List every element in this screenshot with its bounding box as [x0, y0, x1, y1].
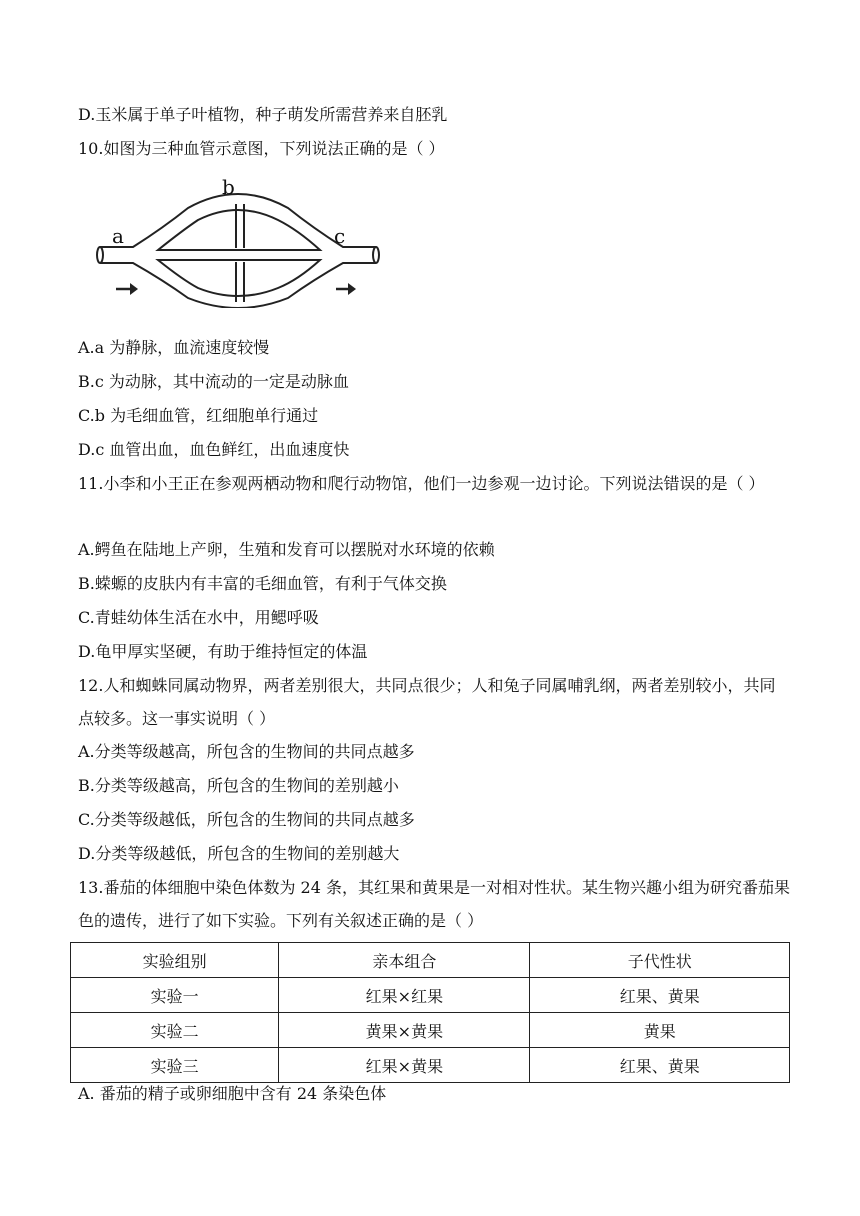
table-cell: 实验三 — [71, 1048, 279, 1083]
q10-option-c: C.b 为毛细血管，红细胞单行通过 — [78, 406, 319, 425]
vessel-inner-top — [158, 210, 320, 250]
q12-option-a: A.分类等级越高，所包含的生物间的共同点越多 — [78, 742, 415, 761]
q9-option-d: D.玉米属于单子叶植物，种子萌发所需营养来自胚乳 — [78, 105, 448, 124]
label-c: c — [334, 224, 346, 248]
q12-option-c: C.分类等级越低，所包含的生物间的共同点越多 — [78, 810, 415, 829]
q11-option-d: D.龟甲厚实坚硬，有助于维持恒定的体温 — [78, 642, 368, 661]
header-offspring: 子代性状 — [530, 943, 790, 978]
q11-option-c: C.青蛙幼体生活在水中，用鳃呼吸 — [78, 608, 319, 627]
header-parents: 亲本组合 — [279, 943, 530, 978]
vessel-inner-bottom — [158, 260, 320, 296]
table-row — [71, 1013, 790, 1048]
q11-stem: 11.小李和小王正在参观两栖动物和爬行动物馆，他们一边参观一边讨论。下列说法错误的是（ ） — [78, 474, 765, 493]
q11-option-b: B.蝾螈的皮肤内有丰富的毛细血管，有利于气体交换 — [78, 574, 447, 593]
table-cell: 红果×红果 — [279, 978, 530, 1013]
table-cell: 实验二 — [71, 1013, 279, 1048]
q13-option-a: A. 番茄的精子或卵细胞中含有 24 条染色体 — [78, 1084, 387, 1103]
table-header-row — [71, 943, 790, 978]
table-cell: 红果×黄果 — [279, 1048, 530, 1083]
q13-stem: 13.番茄的体细胞中染色体数为 24 条，其红果和黄果是一对相对性状。某生物兴趣小组为研究番茄果色的遗传，进行了如下实验。下列有关叙述正确的是（ ） — [78, 878, 790, 930]
q10-option-d: D.c 血管出血，血色鲜红，出血速度快 — [78, 440, 350, 459]
table-row — [71, 1048, 790, 1083]
q11-option-a: A.鳄鱼在陆地上产卵，生殖和发育可以摆脱对水环境的依赖 — [78, 540, 495, 559]
table-cell: 实验一 — [71, 978, 279, 1013]
q12-option-d: D.分类等级越低，所包含的生物间的差别越大 — [78, 844, 400, 863]
vessel-a-end — [97, 247, 103, 263]
q10-stem: 10.如图为三种血管示意图，下列说法正确的是（ ） — [78, 139, 445, 158]
experiment-table — [70, 942, 790, 1083]
label-a: a — [112, 224, 124, 248]
header-group: 实验组别 — [71, 943, 279, 978]
table-cell: 黄果×黄果 — [279, 1013, 530, 1048]
vessel-c-end — [373, 247, 379, 263]
q10-option-b: B.c 为动脉，其中流动的一定是动脉血 — [78, 372, 349, 391]
table-cell: 红果、黄果 — [530, 1048, 790, 1083]
q12-option-b: B.分类等级越高，所包含的生物间的差别越小 — [78, 776, 399, 795]
table-row — [71, 978, 790, 1013]
q10-option-a: A.a 为静脉，血流速度较慢 — [78, 338, 270, 357]
q12-stem: 12.人和蜘蛛同属动物界，两者差别很大，共同点很少；人和兔子同属哺乳纲，两者差别较小，共同点较多。这一事实说明（ ） — [78, 676, 776, 728]
arrow-left-icon — [130, 283, 138, 295]
table-cell: 红果、黄果 — [530, 978, 790, 1013]
vessel-outer-bottom — [100, 263, 376, 308]
table-cell: 黄果 — [530, 1013, 790, 1048]
label-b: b — [222, 175, 235, 199]
blood-vessel-svg — [88, 168, 388, 308]
blood-vessel-diagram — [88, 168, 388, 308]
arrow-right-icon — [348, 283, 356, 295]
